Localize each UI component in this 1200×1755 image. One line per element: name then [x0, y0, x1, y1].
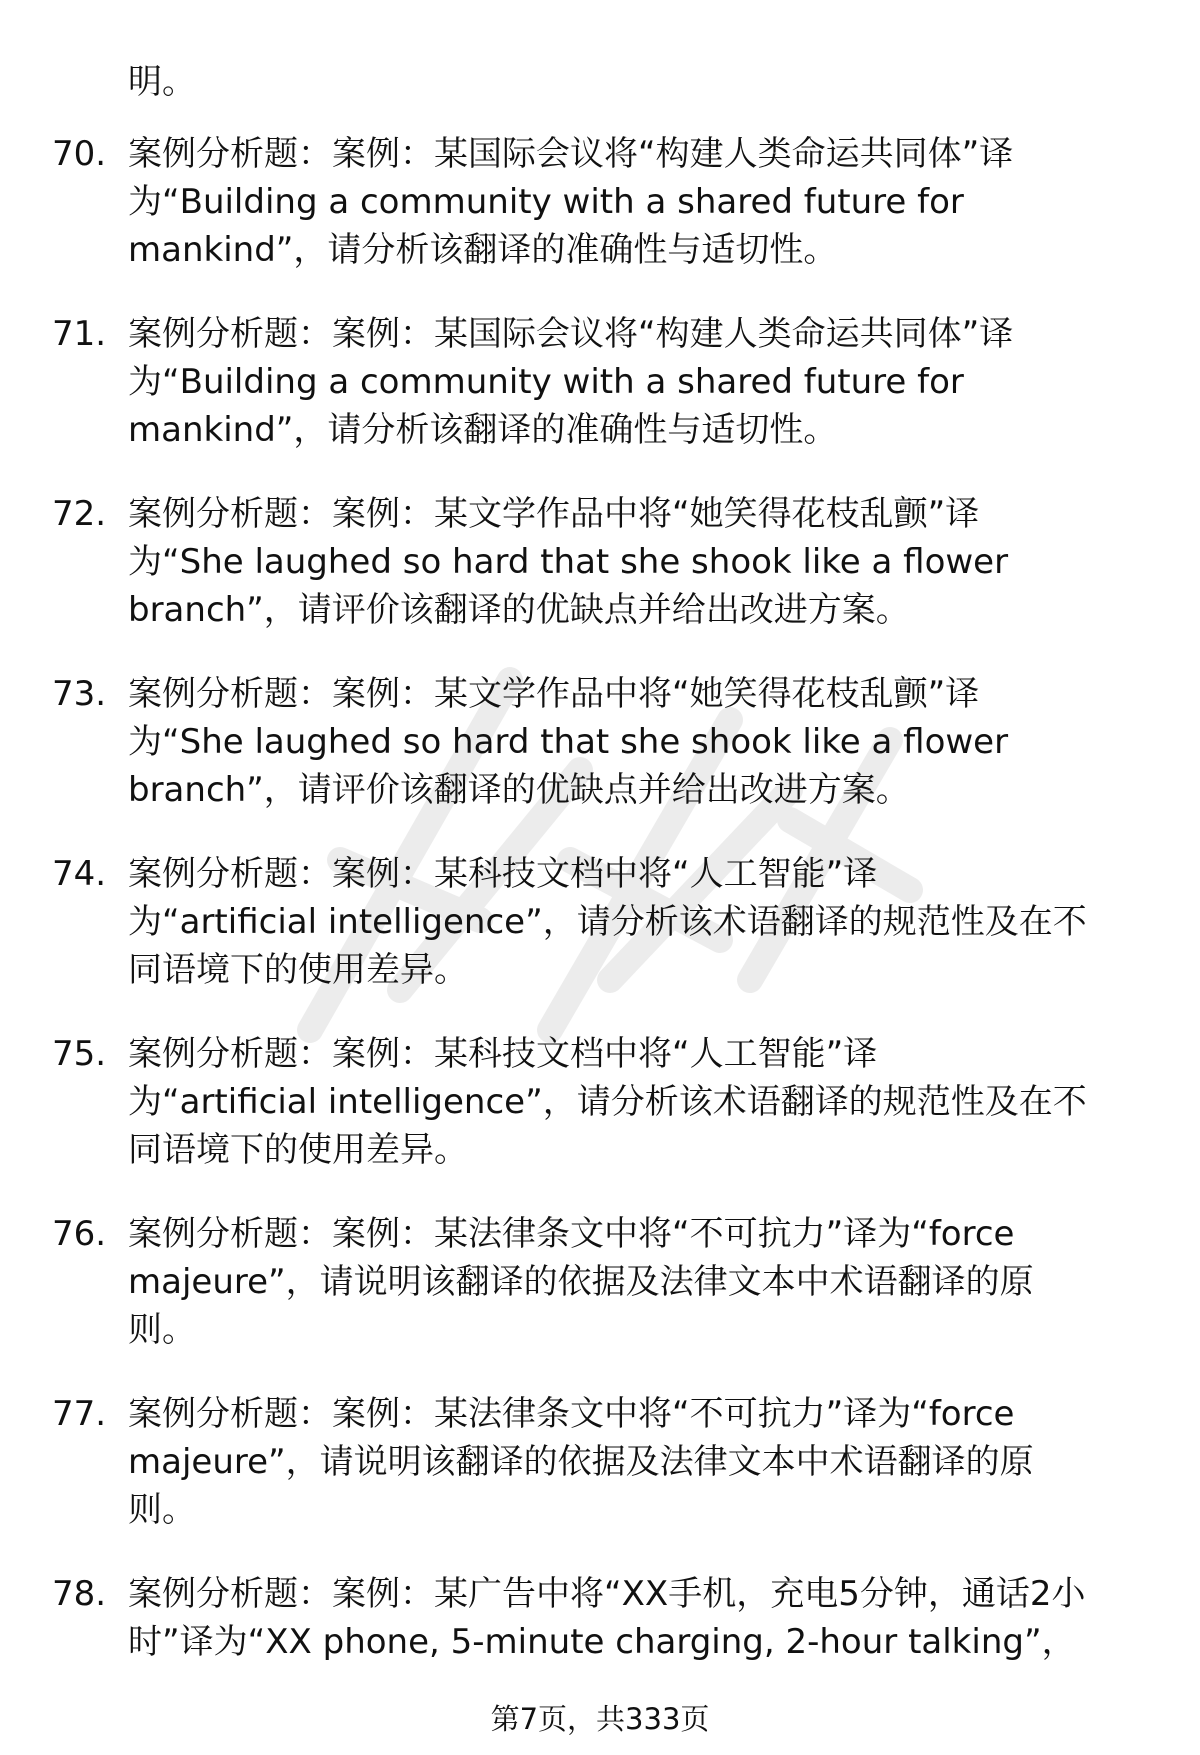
question-number: 76.: [52, 1214, 107, 1254]
page-footer: 第7页，共333页: [490, 1702, 710, 1736]
question-line: 案例分析题：案例：某科技文档中将“人工智能”译: [128, 1034, 878, 1074]
question-text: [128, 1390, 1168, 1534]
question-line: branch”，请评价该翻译的优缺点并给出改进方案。: [128, 590, 910, 630]
question-line: 案例分析题：案例：某法律条文中将“不可抗力”译为“force: [128, 1214, 1015, 1254]
question-number: 70.: [52, 134, 107, 174]
question-line: 为“She laughed so hard that she shook like a flower: [128, 542, 1009, 582]
question-line: 同语境下的使用差异。: [128, 950, 468, 990]
question-line: mankind”，请分析该翻译的准确性与适切性。: [128, 230, 838, 270]
question-line: 为“artificial intelligence”，请分析该术语翻译的规范性及在不: [128, 1082, 1087, 1122]
question-text: [128, 130, 1168, 274]
question-line: 案例分析题：案例：某广告中将“XX手机，充电5分钟，通话2小: [128, 1574, 1086, 1614]
question-line: 案例分析题：案例：某法律条文中将“不可抗力”译为“force: [128, 1394, 1015, 1434]
question-line: 为“Building a community with a shared future for: [128, 362, 964, 402]
question-number: 72.: [52, 494, 107, 534]
carryover-text: 明。: [128, 62, 196, 102]
question-number: 77.: [52, 1394, 107, 1434]
question-number: 73.: [52, 674, 107, 714]
question-line: 案例分析题：案例：某文学作品中将“她笑得花枝乱颤”译: [128, 494, 980, 534]
question-line: 为“artificial intelligence”，请分析该术语翻译的规范性及在不: [128, 902, 1087, 942]
question-line: 案例分析题：案例：某国际会议将“构建人类命运共同体”译: [128, 134, 1014, 174]
question-line: 为“She laughed so hard that she shook like a flower: [128, 722, 1009, 762]
question-line: branch”，请评价该翻译的优缺点并给出改进方案。: [128, 770, 910, 810]
question-text: [128, 1570, 1168, 1666]
question-text: [128, 850, 1168, 994]
question-text: [128, 1030, 1168, 1174]
question-line: majeure”，请说明该翻译的依据及法律文本中术语翻译的原: [128, 1442, 1034, 1482]
question-number: 75.: [52, 1034, 107, 1074]
question-text: [128, 310, 1168, 454]
question-number: 74.: [52, 854, 107, 894]
question-text: [128, 490, 1168, 634]
question-line: 案例分析题：案例：某国际会议将“构建人类命运共同体”译: [128, 314, 1014, 354]
question-line: 为“Building a community with a shared future for: [128, 182, 964, 222]
question-line: mankind”，请分析该翻译的准确性与适切性。: [128, 410, 838, 450]
question-line: 同语境下的使用差异。: [128, 1130, 468, 1170]
question-line: 则。: [128, 1310, 196, 1350]
question-number: 71.: [52, 314, 107, 354]
question-line: majeure”，请说明该翻译的依据及法律文本中术语翻译的原: [128, 1262, 1034, 1302]
question-line: 案例分析题：案例：某文学作品中将“她笑得花枝乱颤”译: [128, 674, 980, 714]
question-line: 则。: [128, 1490, 196, 1530]
question-text: [128, 670, 1168, 814]
question-line: 案例分析题：案例：某科技文档中将“人工智能”译: [128, 854, 878, 894]
question-number: 78.: [52, 1574, 107, 1614]
question-line: 时”译为“XX phone, 5-minute charging, 2-hour talking”，: [128, 1622, 1076, 1662]
question-text: [128, 1210, 1168, 1354]
watermark-stamp: [250, 560, 950, 1080]
